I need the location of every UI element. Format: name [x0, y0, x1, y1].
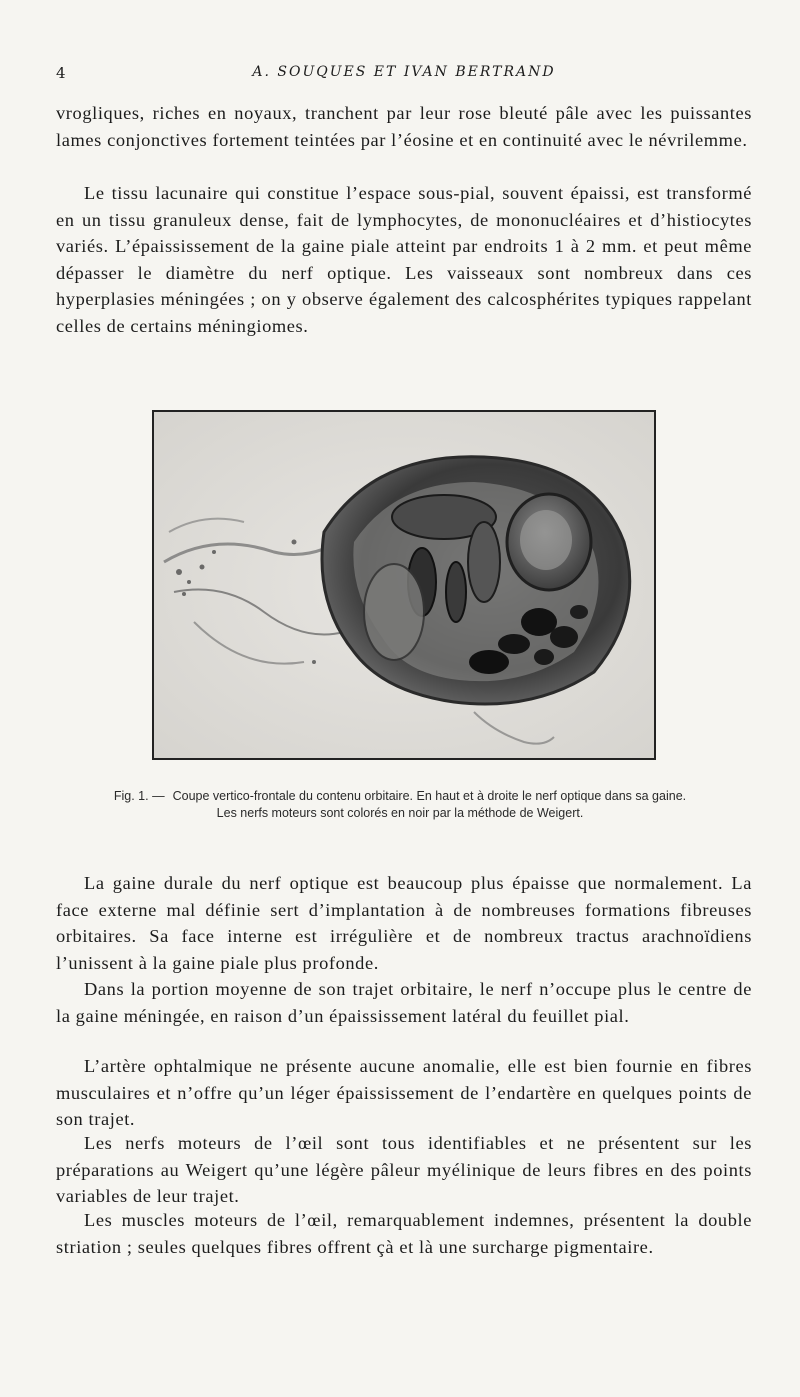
figure-label: Fig. 1. — [113, 789, 165, 803]
paragraph-bottom-4: Les nerfs moteurs de l’œil sont tous identifiables et ne présentent sur les préparations au Weigert qu’une légère pâleur myélinique de leurs fibres en des points variables de leur trajet. [56, 1133, 752, 1206]
optic-nerve [520, 510, 572, 570]
muscle-section [364, 564, 424, 660]
figure-caption [70, 788, 730, 822]
page-number: 4 [56, 64, 67, 82]
paragraph-bottom-3: L’artère ophtalmique ne présente aucune anomalie, elle est bien fournie en fibres musculaires et n’offre qu’un léger épaississement de l’endartère en quelques points de son trajet. [56, 1056, 752, 1129]
paragraph-bottom-1: La gaine durale du nerf optique est beaucoup plus épaisse que normalement. La face externe mal définie sert d’implantation à de nombreuses formations fibreuses orbitaires. Sa face interne est irrégulière et de nombreux tractus arachnoïdiens l’unissent à la gaine piale plus profonde. [56, 873, 752, 973]
motor-nerve [446, 562, 466, 622]
page-header [56, 64, 752, 86]
running-head: A. SOUQUES ET IVAN BERTRAND [252, 64, 556, 80]
micrograph-illustration [154, 412, 654, 758]
paragraph-bottom-5: Les muscles moteurs de l’œil, remarquablement indemnes, présentent la double striation ; seules quelques fibres offrent çà et là une surcharge pigmentaire. [56, 1210, 752, 1257]
figure-micrograph [152, 410, 656, 760]
caption-line-2: Les nerfs moteurs sont colorés en noir par la méthode de Weigert. [216, 806, 584, 820]
paragraph-bottom-2: Dans la portion moyenne de son trajet orbitaire, le nerf n’occupe plus le centre de la gaine méningée, en raison d’un épaississement latéral du feuillet pial. [56, 979, 752, 1026]
caption-line-1 [70, 788, 730, 805]
paragraph-top-1: vrogliques, riches en noyaux, tranchent par leur rose bleuté pâle avec les puissantes lames conjonctives fortement teintées par l’éosine et en continuité avec le névrilemme. [56, 103, 752, 150]
muscle-section [468, 522, 500, 602]
paragraph-top-2: Le tissu lacunaire qui constitue l’espace sous-pial, souvent épaissi, est transformé en un tissu granuleux dense, fait de lymphocytes, de mononucléaires et d’histiocytes variés. L’épaississement de la gaine piale atteint par endroits 1 à 2 mm. et peut même dépasser le diamètre du nerf optique. Les vaisseaux sont nombreux dans ces hyperplasies méningées ; on y observe également des calcosphérites typiques rappelant celles de certains méningiomes. [56, 183, 752, 336]
caption-text-1: Coupe vertico-frontale du contenu orbitaire. En haut et à droite le nerf optique dans sa gaine. [172, 789, 687, 803]
